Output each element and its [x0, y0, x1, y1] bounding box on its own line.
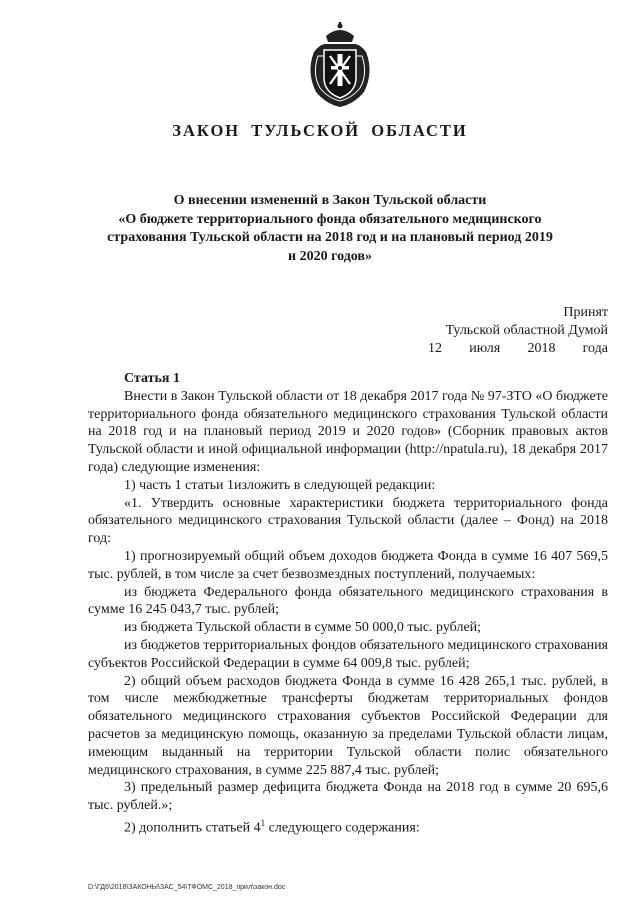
- adoption-year-word: года: [582, 341, 608, 356]
- article-paragraph: 1) часть 1 статьи 1изложить в следующей редакции:: [124, 477, 436, 493]
- coat-of-arms-icon: [300, 22, 380, 108]
- adoption-year: 2018: [527, 341, 556, 356]
- article-paragraph: 2) общий объем расходов бюджета Фонда в сумме 16 428 265,1 тыс. рублей, в том числе межбюджетные трансферты бюджетам территориальных фондов обязательного медицинского страхования субъектов Российской Федерации для расчетов за медицинскую помощь, оказанную за пределами Тульской области лицам, имеющим выданный на территории Тульской области полис обязательного медицинского страхования, в сумме 225 887,4 тыс. рублей;: [88, 673, 608, 778]
- last-paragraph-prefix: 2) дополнить статьей 4: [124, 820, 261, 836]
- adopted-by: Тульской областной Думой: [445, 323, 608, 338]
- article-paragraph: [88, 815, 608, 837]
- adoption-day: 12: [428, 341, 442, 356]
- adoption-date: [428, 340, 608, 358]
- law-title: ЗАКОН ТУЛЬСКОЙ ОБЛАСТИ: [172, 121, 468, 140]
- heading-line: О внесении изменений в Закон Тульской области: [173, 193, 487, 208]
- article-paragraph: из бюджета Федерального фонда обязательного медицинского страхования в сумме 16 245 043,7 тыс. рублей;: [88, 584, 608, 618]
- document-heading: [80, 192, 580, 266]
- adopted-label: Принят: [563, 305, 608, 320]
- article-paragraph: 1) прогнозируемый общий объем доходов бюджета Фонда в сумме 16 407 569,5 тыс. рублей, в том числе за счет безвозмездных поступлений, получаемых:: [88, 548, 608, 582]
- heading-line: «О бюджете территориального фонда обязательного медицинского: [118, 211, 542, 227]
- article-paragraph: «1. Утвердить основные характеристики бюджета территориального фонда обязательного медицинского страхования Тульской области (далее – Фонд) на 2018 год:: [88, 495, 608, 547]
- last-paragraph-suffix: следующего содержания:: [265, 820, 420, 836]
- adoption-block: [428, 304, 608, 358]
- article-title: Статья 1: [124, 371, 180, 386]
- article-body: [88, 370, 608, 837]
- heading-line: и 2020 годов»: [288, 248, 372, 264]
- file-path-footer: D:\ГД6\2018\ЗАКОНЫ\ЗАС_54\ТФОМС_2018_прил\закон.doc: [88, 884, 286, 891]
- article-paragraph: из бюджета Тульской области в сумме 50 000,0 тыс. рублей;: [124, 620, 482, 636]
- adoption-month: июля: [469, 341, 501, 356]
- article-paragraph: из бюджетов территориальных фондов обязательного медицинского страхования субъектов Российской Федерации в сумме 64 009,8 тыс. рублей;: [88, 637, 608, 671]
- heading-line: страхования Тульской области на 2018 год и на плановый период 2019: [107, 230, 553, 245]
- article-paragraph: Внести в Закон Тульской области от 18 декабря 2017 года № 97-ЗТО «О бюджете территориального фонда обязательного медицинского страхования Тульской области на 2018 год и на плановый период 2019 и 2020 годов» (Сборник правовых актов Тульской области и иной официальной информации (http://npatula.ru), 18 декабря 2017 года) следующие изменения:: [88, 388, 608, 475]
- article-number-superscript: 1: [260, 817, 266, 828]
- article-paragraph: 3) предельный размер дефицита бюджета Фонда на 2018 год в сумме 20 695,6 тыс. рублей.»;: [88, 780, 608, 814]
